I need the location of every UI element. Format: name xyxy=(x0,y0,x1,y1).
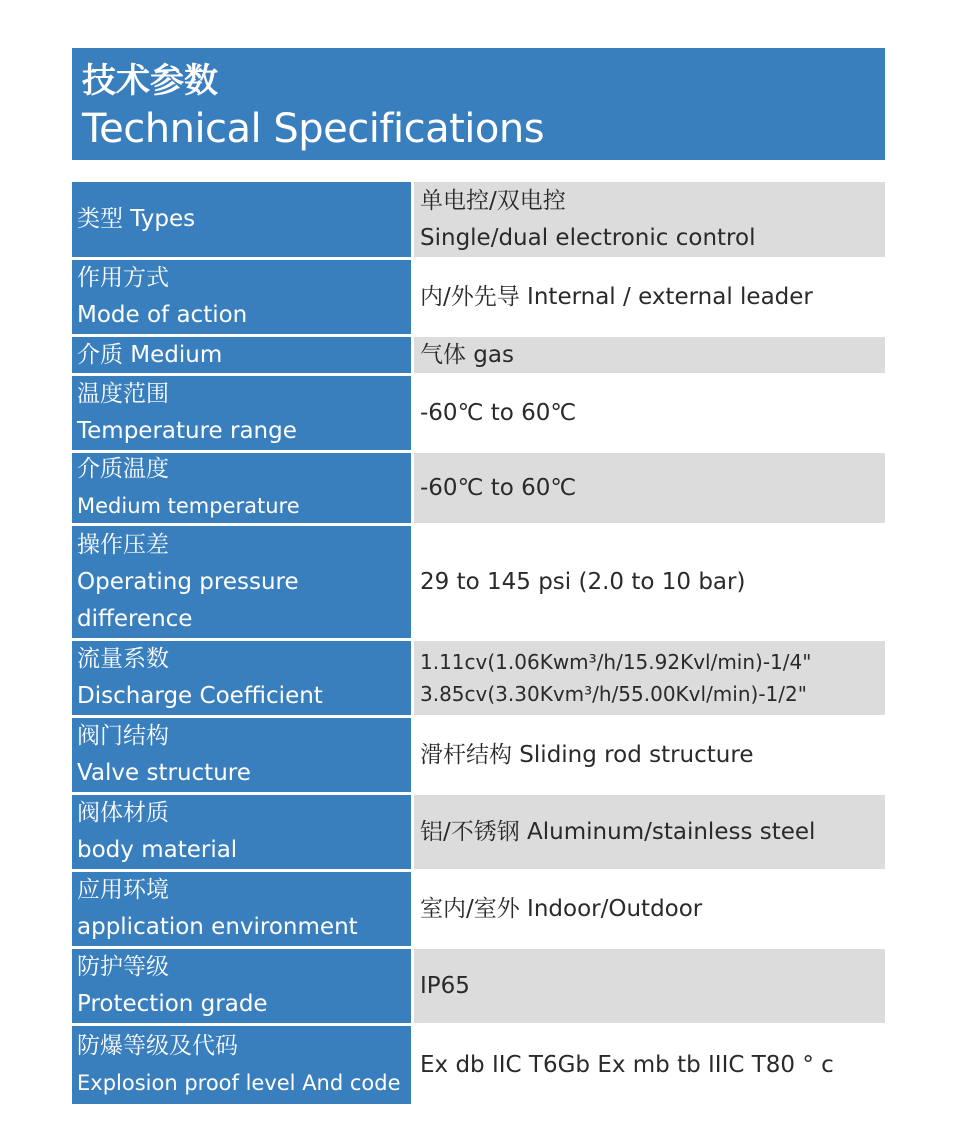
spec-label-line: 阀门结构 xyxy=(77,723,169,749)
page-title-chinese: 技术参数 xyxy=(82,61,218,101)
spec-row-protection-grade xyxy=(72,949,885,1023)
spec-value-line: 29 to 145 psi (2.0 to 10 bar) xyxy=(420,568,746,595)
spec-label-line: 介质 Medium xyxy=(77,341,223,368)
spec-label-line: Temperature range xyxy=(77,418,297,444)
spec-value xyxy=(414,376,885,450)
spec-label xyxy=(72,641,411,715)
spec-label xyxy=(72,260,411,334)
spec-row-valve-structure xyxy=(72,718,885,792)
spec-value-line: Single/dual electronic control xyxy=(420,224,756,251)
spec-value xyxy=(414,337,885,373)
spec-value-line: -60℃ to 60℃ xyxy=(420,399,577,426)
spec-row-discharge-coefficient xyxy=(72,641,885,715)
spec-label-line: difference xyxy=(77,605,193,632)
spec-label-line: 阀体材质 xyxy=(77,800,169,826)
spec-row-explosion-proof xyxy=(72,1026,885,1104)
spec-label-line: Discharge Coefficient xyxy=(77,683,323,709)
spec-value xyxy=(414,1026,885,1104)
spec-value xyxy=(414,641,885,715)
spec-value xyxy=(414,453,885,523)
spec-label-line: 防护等级 xyxy=(77,954,169,980)
spec-label-line: 温度范围 xyxy=(77,381,169,407)
spec-label-line: 操作压差 xyxy=(77,531,169,558)
spec-value xyxy=(414,872,885,946)
spec-value-line: Ex db IIC T6Gb Ex mb tb IIIC T80 ° c xyxy=(420,1051,834,1078)
spec-label xyxy=(72,872,411,946)
spec-value-line: -60℃ to 60℃ xyxy=(420,474,577,501)
spec-value-line: 3.85cv(3.30Kvm³/h/55.00Kvl/min)-1/2" xyxy=(420,682,807,706)
spec-label-line: 防爆等级及代码 xyxy=(77,1033,238,1059)
spec-label xyxy=(72,182,411,257)
spec-label-line: 应用环境 xyxy=(77,877,169,903)
spec-value-line: 单电控/双电控 xyxy=(420,187,566,214)
spec-table xyxy=(72,182,885,1107)
spec-row-temperature-range xyxy=(72,376,885,450)
spec-value xyxy=(414,526,885,638)
spec-value xyxy=(414,718,885,792)
spec-value xyxy=(414,949,885,1023)
spec-label-line: Explosion proof level And code xyxy=(77,1071,401,1095)
spec-value-line: 1.11cv(1.06Kwm³/h/15.92Kvl/min)-1/4" xyxy=(420,650,812,674)
spec-row-mode-of-action xyxy=(72,260,885,334)
spec-label-line: 类型 Types xyxy=(77,206,196,232)
spec-label xyxy=(72,1026,411,1104)
spec-label xyxy=(72,718,411,792)
spec-label xyxy=(72,376,411,450)
spec-header xyxy=(72,48,885,160)
spec-label xyxy=(72,337,411,373)
spec-label xyxy=(72,795,411,869)
spec-label-line: Mode of action xyxy=(77,302,248,328)
spec-value-line: 气体 gas xyxy=(420,341,514,368)
spec-value-line: IP65 xyxy=(420,972,470,999)
spec-row-types xyxy=(72,182,885,257)
spec-value-line: 滑杆结构 Sliding rod structure xyxy=(420,741,754,768)
spec-value xyxy=(414,182,885,257)
spec-label-line: Operating pressure xyxy=(77,568,299,595)
page-title-english: Technical Specifications xyxy=(82,106,545,152)
spec-value-line: 室内/室外 Indoor/Outdoor xyxy=(420,895,703,922)
spec-row-medium-temperature xyxy=(72,453,885,523)
spec-value-line: 内/外先导 Internal / external leader xyxy=(420,283,813,310)
spec-label-line: 流量系数 xyxy=(77,646,169,672)
spec-label xyxy=(72,453,411,523)
spec-label xyxy=(72,526,411,638)
spec-label-line: Valve structure xyxy=(77,760,251,786)
spec-label xyxy=(72,949,411,1023)
spec-row-operating-pressure xyxy=(72,526,885,638)
spec-row-body-material xyxy=(72,795,885,869)
spec-label-line: Protection grade xyxy=(77,991,268,1017)
spec-value xyxy=(414,795,885,869)
spec-row-application-environment xyxy=(72,872,885,946)
spec-row-medium xyxy=(72,337,885,373)
spec-value-line: 铝/不锈钢 Aluminum/stainless steel xyxy=(420,818,816,845)
spec-label-line: 作用方式 xyxy=(77,265,169,291)
spec-label-line: application environment xyxy=(77,914,358,940)
spec-label-line: body material xyxy=(77,837,238,863)
spec-value xyxy=(414,260,885,334)
spec-label-line: Medium temperature xyxy=(77,494,300,518)
spec-label-line: 介质温度 xyxy=(77,456,169,482)
